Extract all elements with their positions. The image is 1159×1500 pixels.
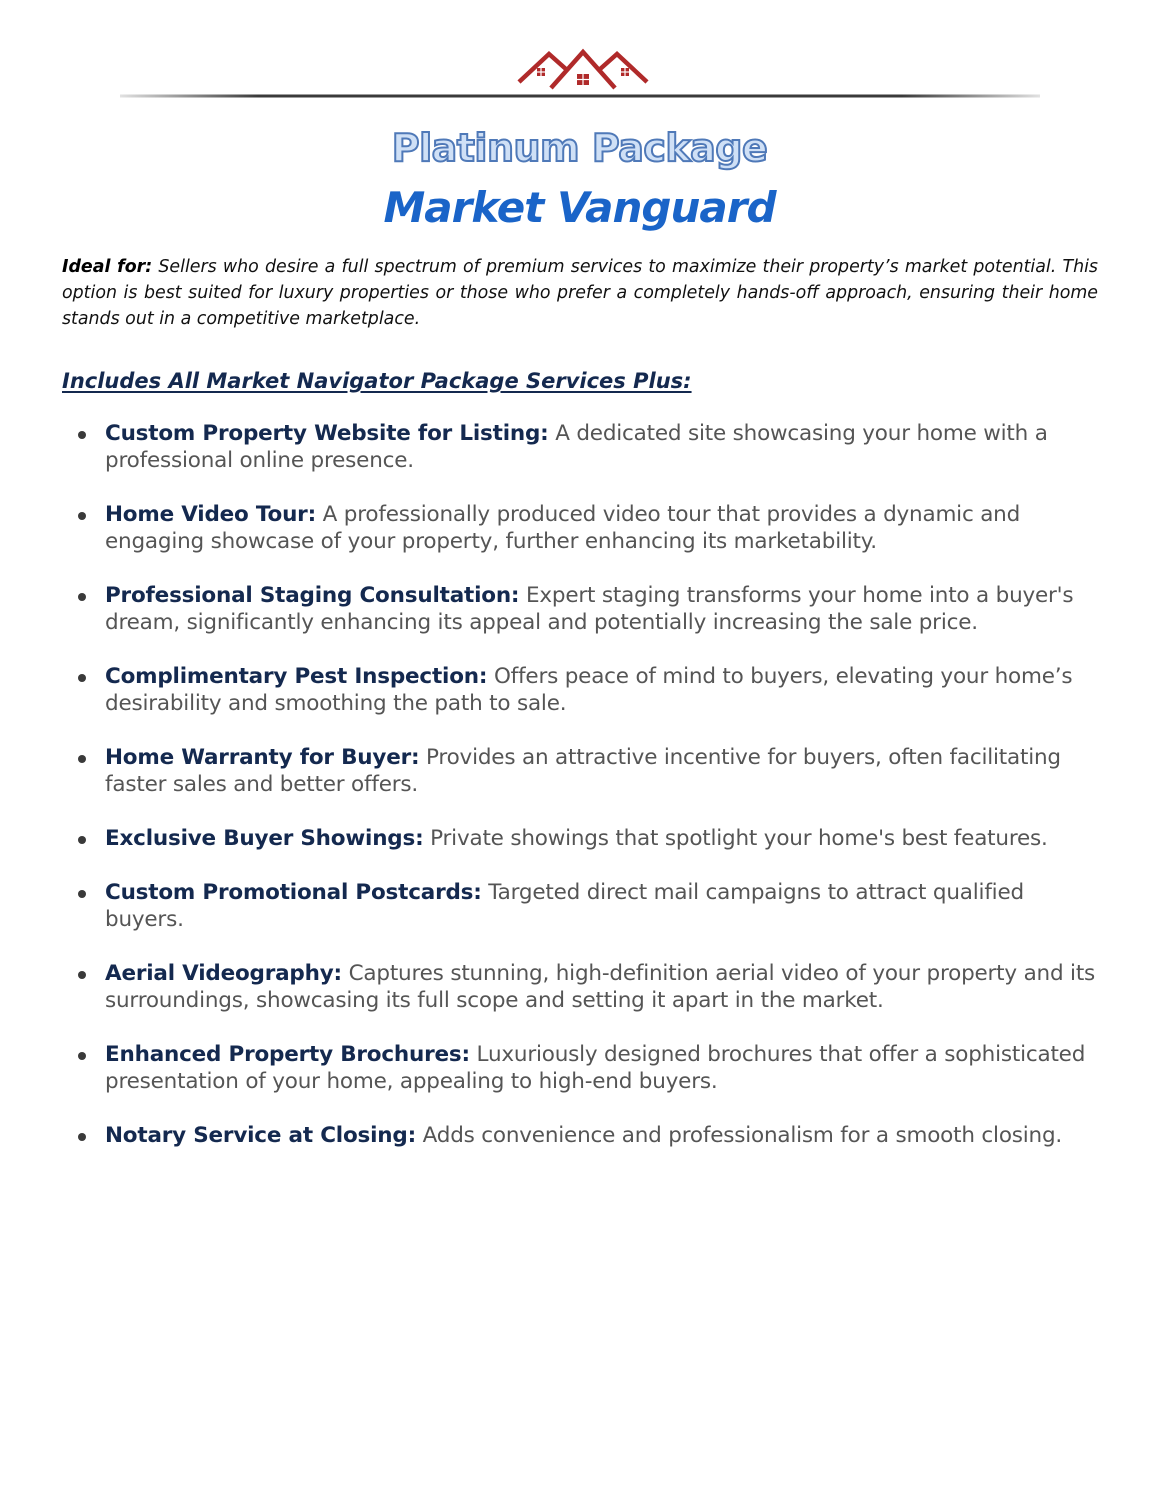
service-name: Exclusive Buyer Showings: xyxy=(105,826,424,851)
service-description: A dedicated site showcasing your home with a professional online presence. xyxy=(105,421,1048,473)
list-item xyxy=(78,825,1098,852)
service-name: Home Warranty for Buyer: xyxy=(105,745,420,770)
list-item xyxy=(78,960,1098,1014)
list-item xyxy=(78,1041,1098,1095)
service-description: Adds convenience and professionalism for a smooth closing. xyxy=(422,1123,1063,1148)
list-item xyxy=(78,663,1098,717)
ideal-for-text: Sellers who desire a full spectrum of premium services to maximize their property’s market potential. This option is best suited for luxury properties or those who prefer a completely hands-off approach, ensuring their home stands out in a competitive marketplace. xyxy=(62,257,1098,329)
header-divider xyxy=(120,94,1040,98)
service-name: Complimentary Pest Inspection: xyxy=(105,664,488,689)
service-name: Aerial Videography: xyxy=(105,961,342,986)
service-description: Luxuriously designed brochures that offer a sophisticated presentation of your home, appealing to high-end buyers. xyxy=(105,1042,1086,1094)
ideal-for-paragraph xyxy=(62,254,1098,332)
list-item xyxy=(78,420,1098,474)
services-list xyxy=(78,420,1098,1176)
service-name: Home Video Tour: xyxy=(105,502,316,527)
service-description: Private showings that spotlight your home's best features. xyxy=(430,826,1048,851)
service-name: Professional Staging Consultation: xyxy=(105,583,520,608)
service-description: Targeted direct mail campaigns to attract qualified buyers. xyxy=(105,880,1024,932)
house-roofs-logo-icon xyxy=(515,44,651,94)
includes-heading: Includes All Market Navigator Package Services Plus: xyxy=(62,369,692,393)
ideal-for-label: Ideal for: xyxy=(62,257,153,277)
list-item xyxy=(78,582,1098,636)
service-description: Offers peace of mind to buyers, elevating your home’s desirability and smoothing the path to sale. xyxy=(105,664,1073,716)
service-name: Custom Property Website for Listing: xyxy=(105,421,549,446)
service-description: Provides an attractive incentive for buyers, often facilitating faster sales and better offers. xyxy=(105,745,1061,797)
service-name: Enhanced Property Brochures: xyxy=(105,1042,470,1067)
title-block xyxy=(0,122,1159,234)
package-name: Market Vanguard xyxy=(383,183,776,232)
service-name: Custom Promotional Postcards: xyxy=(105,880,482,905)
list-item xyxy=(78,879,1098,933)
service-description: Captures stunning, high-definition aerial video of your property and its surroundings, showcasing its full scope and setting it apart in the market. xyxy=(105,961,1096,1013)
package-title: Platinum Package xyxy=(391,126,768,170)
service-name: Notary Service at Closing: xyxy=(105,1123,416,1148)
list-item xyxy=(78,1122,1098,1149)
list-item xyxy=(78,501,1098,555)
service-description: A professionally produced video tour that provides a dynamic and engaging showcase of your property, further enhancing its marketability. xyxy=(105,502,1021,554)
service-description: Expert staging transforms your home into a buyer's dream, significantly enhancing its appeal and potentially increasing the sale price. xyxy=(105,583,1074,635)
list-item xyxy=(78,744,1098,798)
